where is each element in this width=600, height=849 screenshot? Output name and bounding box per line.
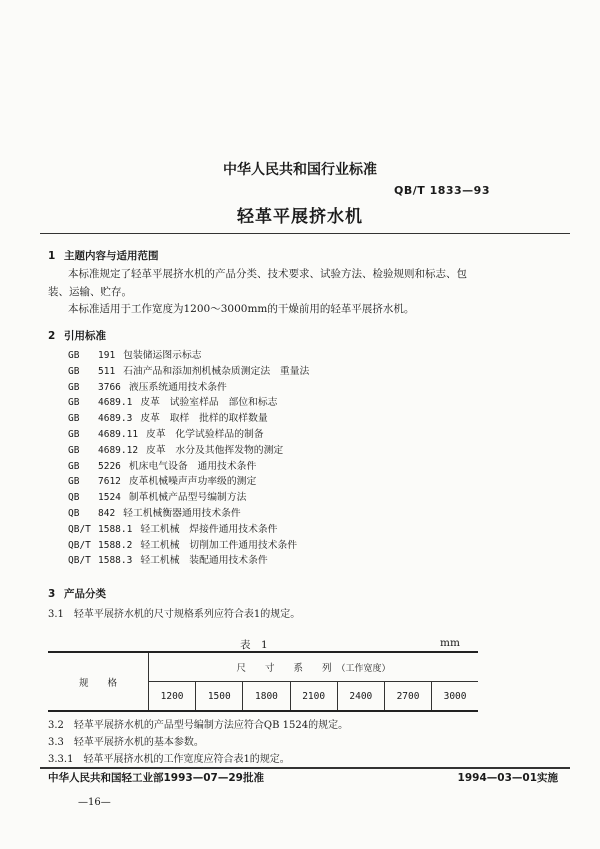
effective-date: 1994—03—01实施: [457, 772, 558, 784]
footer-divider: [40, 767, 570, 769]
table-cell: 3000: [432, 682, 478, 712]
table-cell: 2700: [384, 682, 431, 712]
reference-item: GB 4689.12 皮革 水分及其他挥发物的测定: [68, 444, 284, 456]
page-number: —16—: [78, 797, 111, 808]
table-caption: 表 1: [240, 639, 268, 651]
section-1-paragraph-1-line-1: 本标准规定了轻革平展挤水机的产品分类、技术要求、试验方法、检验规则和标志、包: [68, 268, 467, 280]
clause-3-3-1: 3.3.1 轻革平展挤水机的工作宽度应符合表1的规定。: [48, 754, 290, 765]
section-1-paragraph-2: 本标准适用于工作宽度为1200～3000mm的干燥前用的轻革平展挤水机。: [68, 303, 415, 315]
table-cell: 1200: [149, 682, 196, 712]
size-series-table: [48, 651, 478, 712]
reference-item: GB 3766 液压系统通用技术条件: [68, 381, 227, 393]
document-title: 轻革平展挤水机: [237, 207, 363, 227]
row-label: 规 格: [48, 652, 149, 711]
reference-item: QB/T 1588.1 轻工机械 焊接件通用技术条件: [68, 523, 278, 535]
standard-code: QB/T 1833—93: [393, 184, 490, 197]
table-cell: 1800: [243, 682, 290, 712]
table-unit: mm: [440, 637, 460, 649]
table-cell: 2100: [290, 682, 337, 712]
clause-3-2: 3.2 轻革平展挤水机的产品型号编制方法应符合QB 1524的规定。: [48, 720, 349, 731]
issuing-organization: 中华人民共和国行业标准: [223, 162, 377, 178]
clause-3-1: 3.1 轻革平展挤水机的尺寸规格系列应符合表1的规定。: [48, 609, 301, 620]
section-1-paragraph-1-line-2: 装、运输、贮存。: [48, 286, 132, 298]
group-header: 尺 寸 系 列 （工作宽度）: [149, 652, 479, 682]
approval-line: 中华人民共和国轻工业部1993—07—29批准: [48, 772, 264, 784]
clause-3-3: 3.3 轻革平展挤水机的基本参数。: [48, 737, 204, 748]
section-1-heading: 1 主题内容与适用范围: [48, 250, 159, 262]
reference-item: QB/T 1588.2 轻工机械 切削加工件通用技术条件: [68, 539, 298, 551]
reference-item: GB 4689.3 皮革 取样 批样的取样数量: [68, 413, 268, 425]
reference-item: GB 511 石油产品和添加剂机械杂质测定法 重量法: [68, 365, 310, 377]
reference-item: GB 191 包装储运图示标志: [68, 350, 202, 361]
section-2-heading: 2 引用标准: [48, 330, 106, 342]
reference-item: GB 4689.11 皮革 化学试验样品的制备: [68, 428, 264, 440]
table-cell: 2400: [337, 682, 384, 712]
table-cell: 1500: [196, 682, 243, 712]
reference-item: QB/T 1588.3 轻工机械 装配通用技术条件: [68, 555, 268, 567]
section-3-heading: 3 产品分类: [48, 588, 106, 600]
reference-item: QB 1524 制革机械产品型号编制方法: [68, 492, 247, 504]
title-divider: [40, 233, 570, 234]
reference-item: GB 7612 皮革机械噪声声功率级的测定: [68, 476, 257, 488]
reference-item: GB 5226 机床电气设备 通用技术条件: [68, 460, 257, 472]
reference-item: GB 4689.1 皮革 试验室样品 部位和标志: [68, 397, 278, 409]
reference-item: QB 842 轻工机械衡器通用技术条件: [68, 507, 241, 519]
reference-list: [68, 347, 309, 568]
